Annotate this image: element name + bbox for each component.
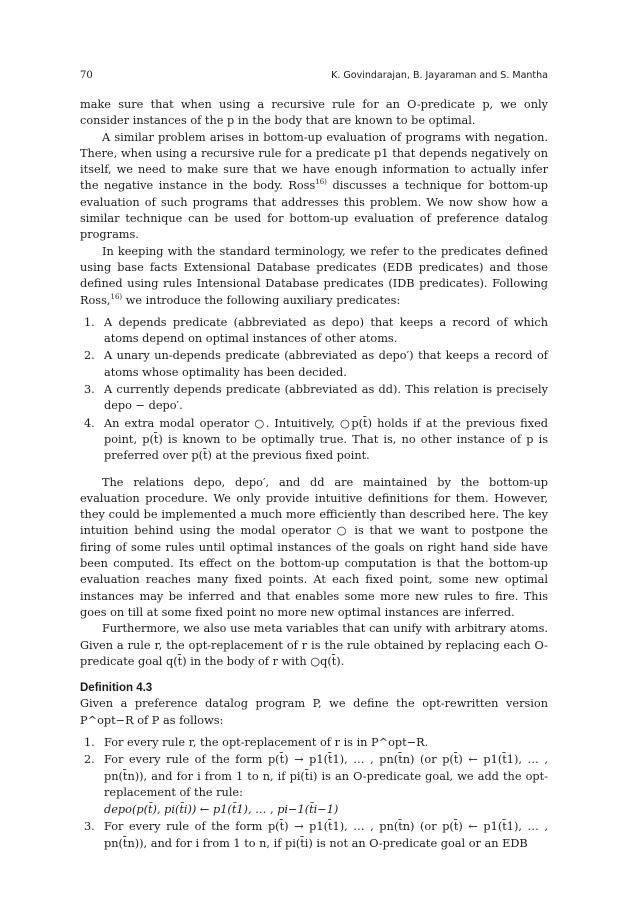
list-text: An extra modal operator ○. Intuitively, ○p(t̄) holds if at the previous fixed point, p(t̄) is known to be optimally true. That is, no other instance of p is preferred over p(t̄) at the previous fixed point.	[104, 416, 548, 463]
paragraph-2-text-a: A similar problem arises in bottom-up evaluation of programs with negation. There, when using a recursive rule for a predicate p1 that depends negatively on itself, we need to make sure that we have enough information to actually infer the negative instance in the body. Ross	[80, 130, 548, 193]
definition-heading: Definition 4.3	[80, 682, 153, 695]
running-head: K. Govindarajan, B. Jayaraman and S. Mantha	[331, 70, 548, 81]
list-item	[80, 416, 548, 465]
list-number: 3.	[84, 820, 95, 834]
citation-ref: 16)	[315, 178, 327, 187]
list-number: 2.	[84, 753, 95, 767]
list-item	[80, 315, 548, 348]
page-number: 70	[80, 70, 93, 81]
list-item	[80, 348, 548, 381]
definition-list	[80, 735, 548, 852]
paragraph-3	[80, 244, 548, 309]
list-item	[80, 752, 548, 801]
paragraph-5: Furthermore, we also use meta variables that can unify with arbitrary atoms. Given a rule r, the opt-replacement of r is the rule obtained by replacing each O-predicate goal q(t̄) in the body of r with ○q(t̄).	[80, 622, 548, 668]
list-number: 2.	[84, 349, 95, 363]
auxiliary-predicates-list	[80, 315, 548, 465]
paragraph-1: make sure that when using a recursive rule for an O-predicate p, we only consider instances of the p in the body that are known to be optimal.	[80, 98, 548, 128]
paragraph-4: The relations depo, depo′, and dd are maintained by the bottom-up evaluation procedure. We only provide intuitive definitions for them. However, they could be implemented a much more efficiently than described here. The key intuition behind using the modal operator ○ is that we want to postpone the firing of some rules until optimal instances of the goals on right hand side have been computed. Its effect on the bottom-up computation is that the bottom-up evaluation reaches many fixed points. At each fixed point, some new optimal instances may be inferred and that enables some more new rules to fire. This goes on till at some fixed point no more new optimal instances are inferred.	[80, 475, 548, 619]
list-text: For every rule r, the opt-replacement of r is in P^opt−R.	[104, 735, 429, 749]
list-text: depo(p(t̄), pi(t̄i)) ← p1(t̄1), … , pi−1(t̄i−1)	[104, 803, 339, 817]
main-text	[80, 97, 548, 862]
list-text: For every rule of the form p(t̄) → p1(t̄1), … , pn(t̄n) (or p(t̄) ← p1(t̄1), … , pn(t̄n)), and for i from 1 to n, if pi(t̄i) is not an O-predicate goal or an EDB	[104, 820, 548, 850]
paragraph-2	[80, 130, 548, 244]
rule-formula	[80, 802, 548, 818]
list-number: 1.	[84, 315, 95, 329]
list-text: A unary un-depends predicate (abbreviated as depo′) that keeps a record of atoms whose optimality has been decided.	[104, 349, 548, 379]
list-item	[80, 382, 548, 415]
list-item	[80, 819, 548, 852]
paragraph-2-text-b: discusses a technique for bottom-up evaluation of such programs that addresses this problem. We now show how a similar technique can be used for bottom-up evaluation of preference datalog programs.	[80, 179, 548, 242]
list-text: A currently depends predicate (abbreviated as dd). This relation is precisely depo − depo′.	[104, 383, 548, 413]
list-number: 4.	[84, 416, 95, 430]
list-text: A depends predicate (abbreviated as depo) that keeps a record of which atoms depend on optimal instances of other atoms.	[104, 315, 548, 346]
list-item	[80, 735, 548, 751]
list-text: For every rule of the form p(t̄) → p1(t̄1), … , pn(t̄n) (or p(t̄) ← p1(t̄1), … , pn(t̄n)), and for i from 1 to n, if pi(t̄i) is an O-predicate goal, we add the opt-replacement of the rule:	[104, 753, 548, 799]
list-number: 1.	[84, 735, 95, 749]
paragraph-3-text-b: we introduce the following auxiliary predicates:	[122, 293, 401, 307]
paragraph-3-text-a: In keeping with the standard terminology, we refer to the predicates defined using base facts Extensional Database predicates (EDB predicates) and those defined using rules Intensional Database predicates (IDB predicates). Following Ross,	[80, 244, 548, 307]
list-number: 3.	[84, 383, 95, 397]
citation-ref: 16)	[110, 292, 123, 301]
definition-intro: Given a preference datalog program P, we define the opt-rewritten version P^opt−R of P as follows:	[80, 697, 548, 727]
